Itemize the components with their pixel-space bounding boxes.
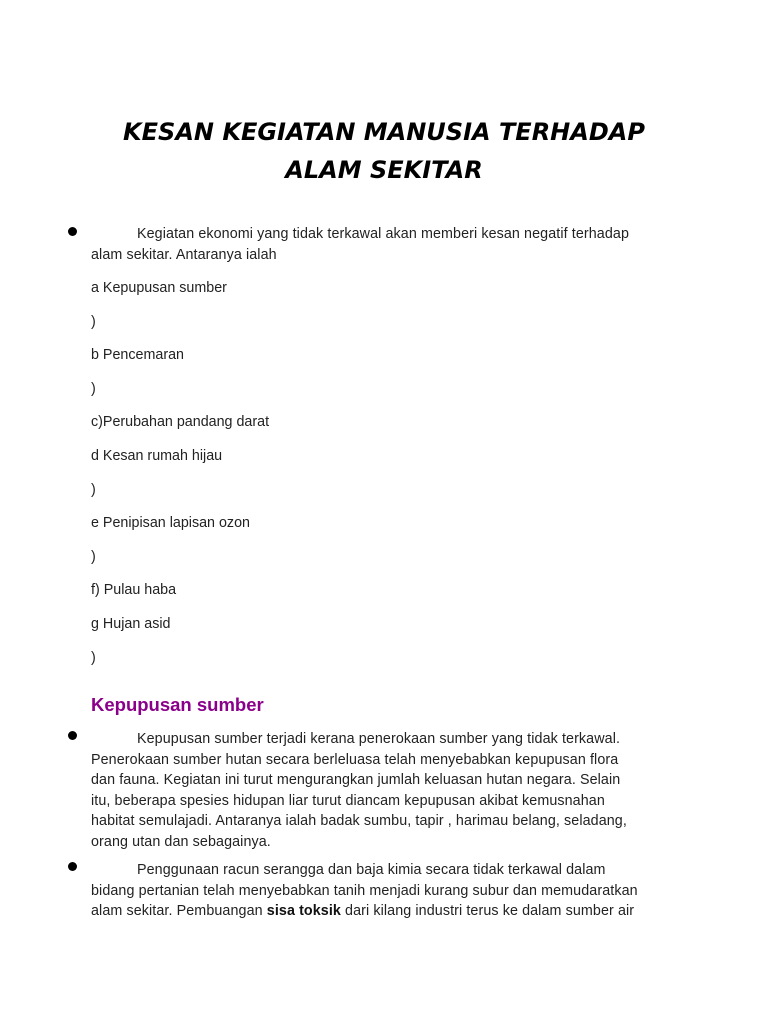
list-item: ) [91,650,96,666]
list-item: a Kepupusan sumber [91,280,227,296]
section-heading: Kepupusan sumber [91,694,264,715]
document-title-line-1: KESAN KEGIATAN MANUSIA TERHADAP [123,118,645,146]
paragraph-line: habitat semulajadi. Antaranya ialah badak sumbu, tapir , harimau belang, seladang, [91,813,627,829]
list-item: ) [91,314,96,330]
list-item: c)Perubahan pandang darat [91,414,270,430]
intro-line-2: alam sekitar. Antaranya ialah [91,246,277,263]
list-item: d Kesan rumah hijau [91,448,223,464]
paragraph-line: alam sekitar. Pembuangan sisa toksik dari kilang industri terus ke dalam sumber air [91,903,635,919]
paragraph-line: bidang pertanian telah menyebabkan tanih menjadi kurang subur dan memudaratkan [91,882,638,899]
list-item: b Pencemaran [91,347,184,363]
bold-term: sisa toksik [266,903,341,919]
list-item: ) [91,482,96,498]
bullet-icon [68,862,77,871]
document-title-line-2: ALAM SEKITAR [285,156,483,184]
paragraph-kepupusan [91,729,691,852]
list-item: g Hujan asid [91,616,171,632]
list-item: e Penipisan lapisan ozon [91,515,250,531]
paragraph-line: dan fauna. Kegiatan ini turut mengurangkan jumlah keluasan hutan negara. Selain [91,772,621,788]
paragraph-line: itu, beberapa spesies hidupan liar turut diancam kepupusan akibat kemusnahan [91,792,605,809]
list-item: ) [91,381,96,397]
paragraph-line: Kepupusan sumber terjadi kerana penerokaan sumber yang tidak terkawal. [137,731,621,747]
list-item: ) [91,549,96,565]
intro-line-1: Kegiatan ekonomi yang tidak terkawal akan memberi kesan negatif terhadap [137,226,629,242]
paragraph-line: Penerokaan sumber hutan secara berleluasa telah menyebabkan kepupusan flora [91,751,619,768]
paragraph-pencemaran [91,860,691,922]
intro-paragraph [91,224,691,265]
list-item: f) Pulau haba [91,582,177,598]
bullet-icon [68,227,77,236]
bullet-icon [68,731,77,740]
paragraph-line: Penggunaan racun serangga dan baja kimia secara tidak terkawal dalam [137,862,606,878]
paragraph-line: orang utan dan sebagainya. [91,833,271,850]
